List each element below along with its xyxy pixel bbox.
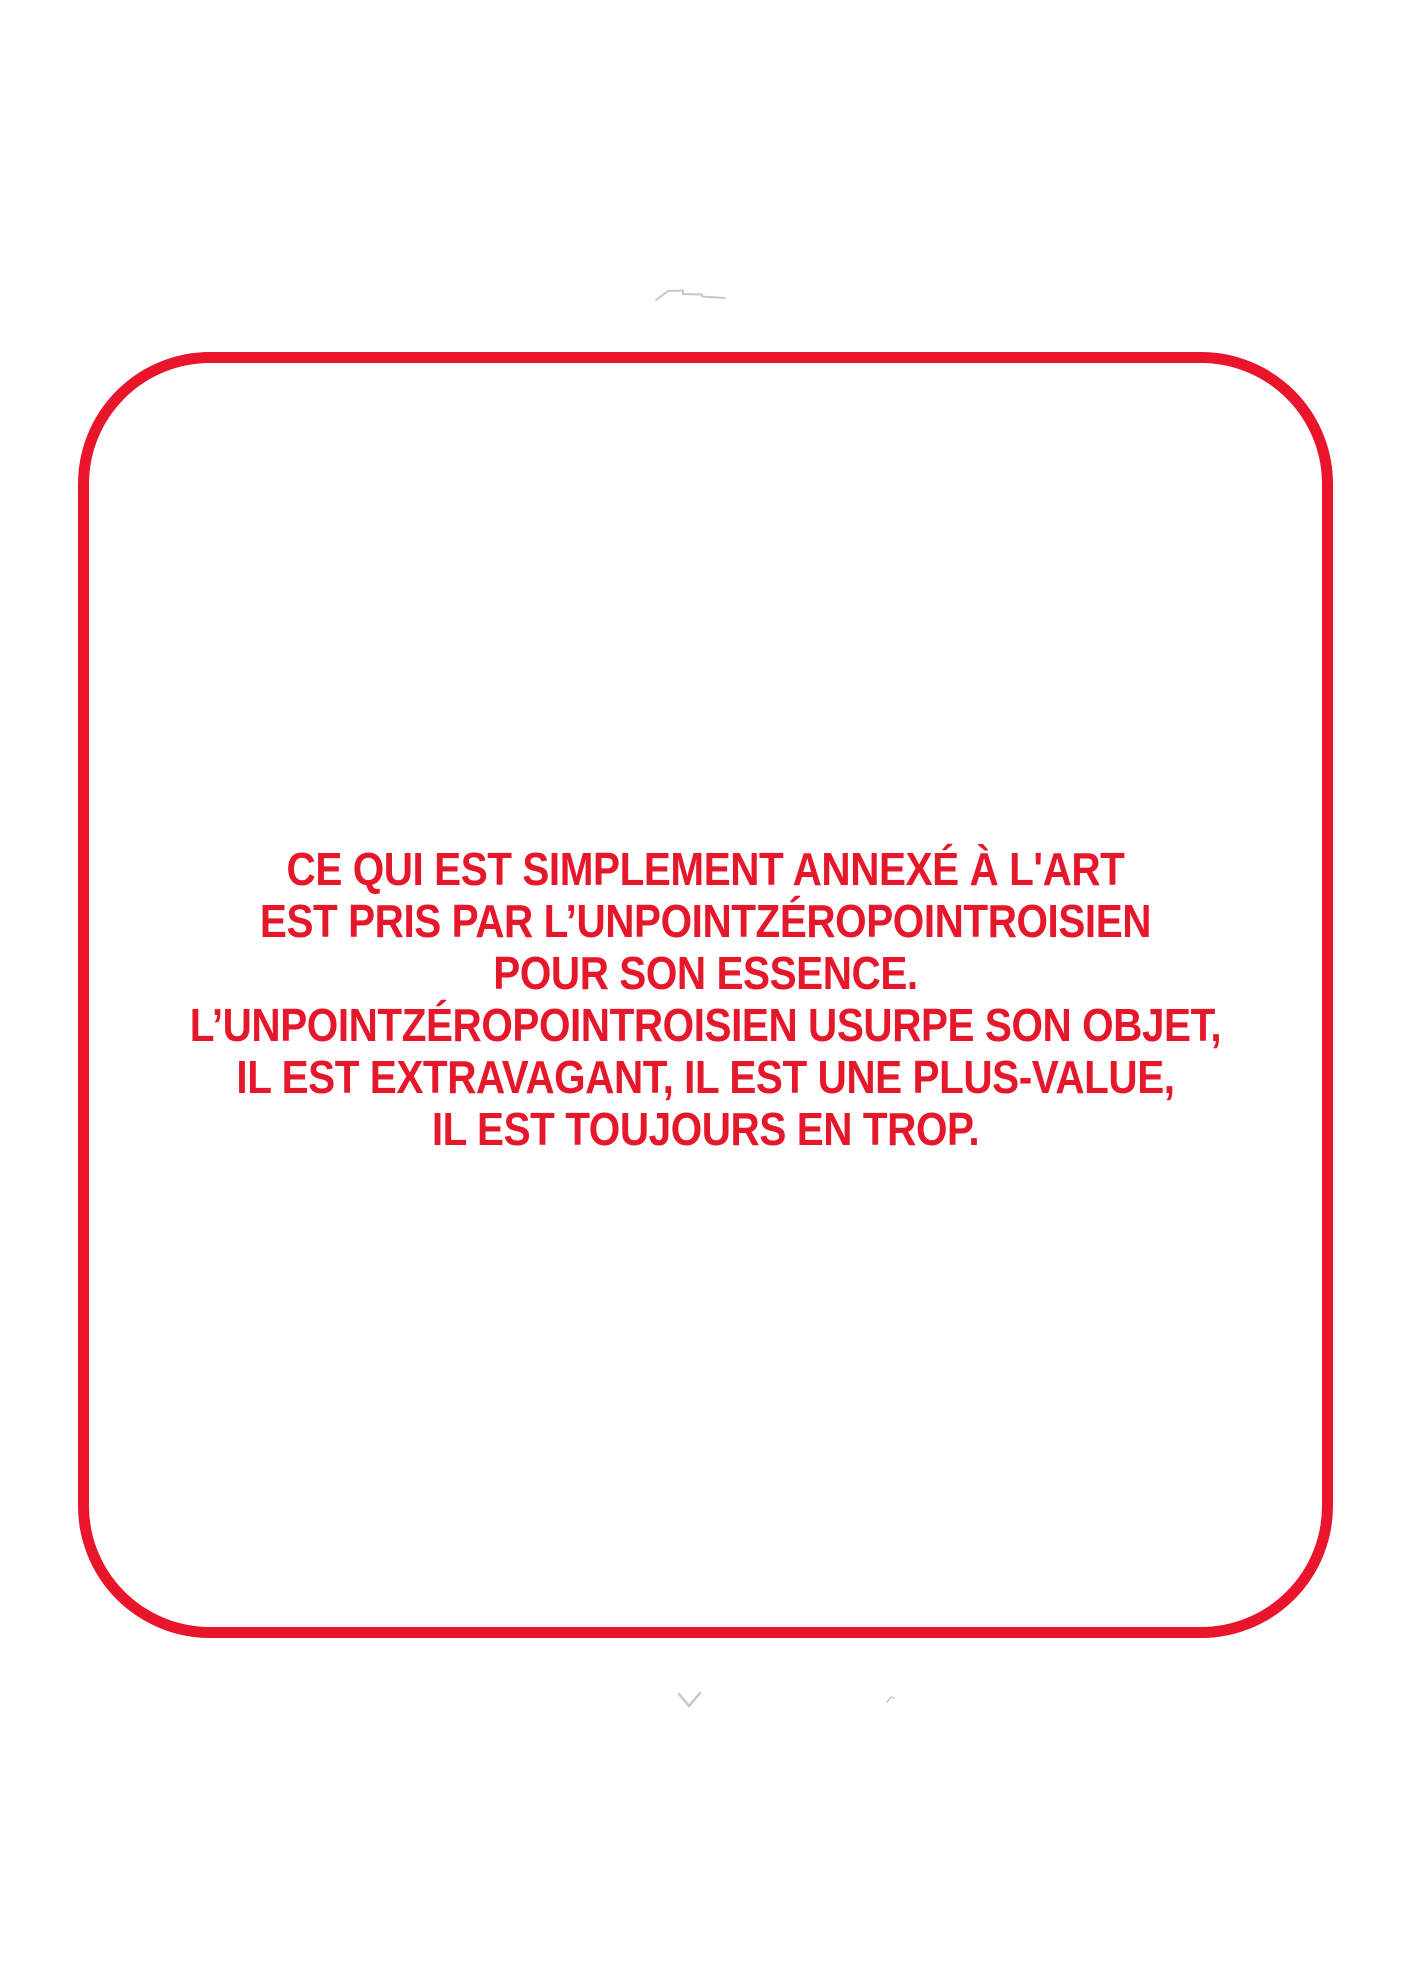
scan-chevron-mark	[676, 1691, 704, 1711]
quote-line-6: IL EST TOUJOURS EN TROP.	[431, 1103, 980, 1155]
quote-line-5: IL EST EXTRAVAGANT, IL EST UNE PLUS-VALUE,	[236, 1051, 1175, 1103]
scan-speck-mark	[885, 1695, 897, 1705]
quote-line-3: POUR SON ESSENCE.	[493, 947, 918, 999]
quote-line-1: CE QUI EST SIMPLEMENT ANNEXÉ À L'ART	[286, 843, 1125, 895]
quote-line-2: EST PRIS PAR L’UNPOINTZÉROPOINTROISIEN	[259, 895, 1152, 947]
scan-squiggle-mark	[653, 286, 731, 304]
quote-line-4: L’UNPOINTZÉROPOINTROISIEN USURPE SON OBJET,	[189, 999, 1222, 1051]
quote-text	[153, 843, 1257, 1155]
